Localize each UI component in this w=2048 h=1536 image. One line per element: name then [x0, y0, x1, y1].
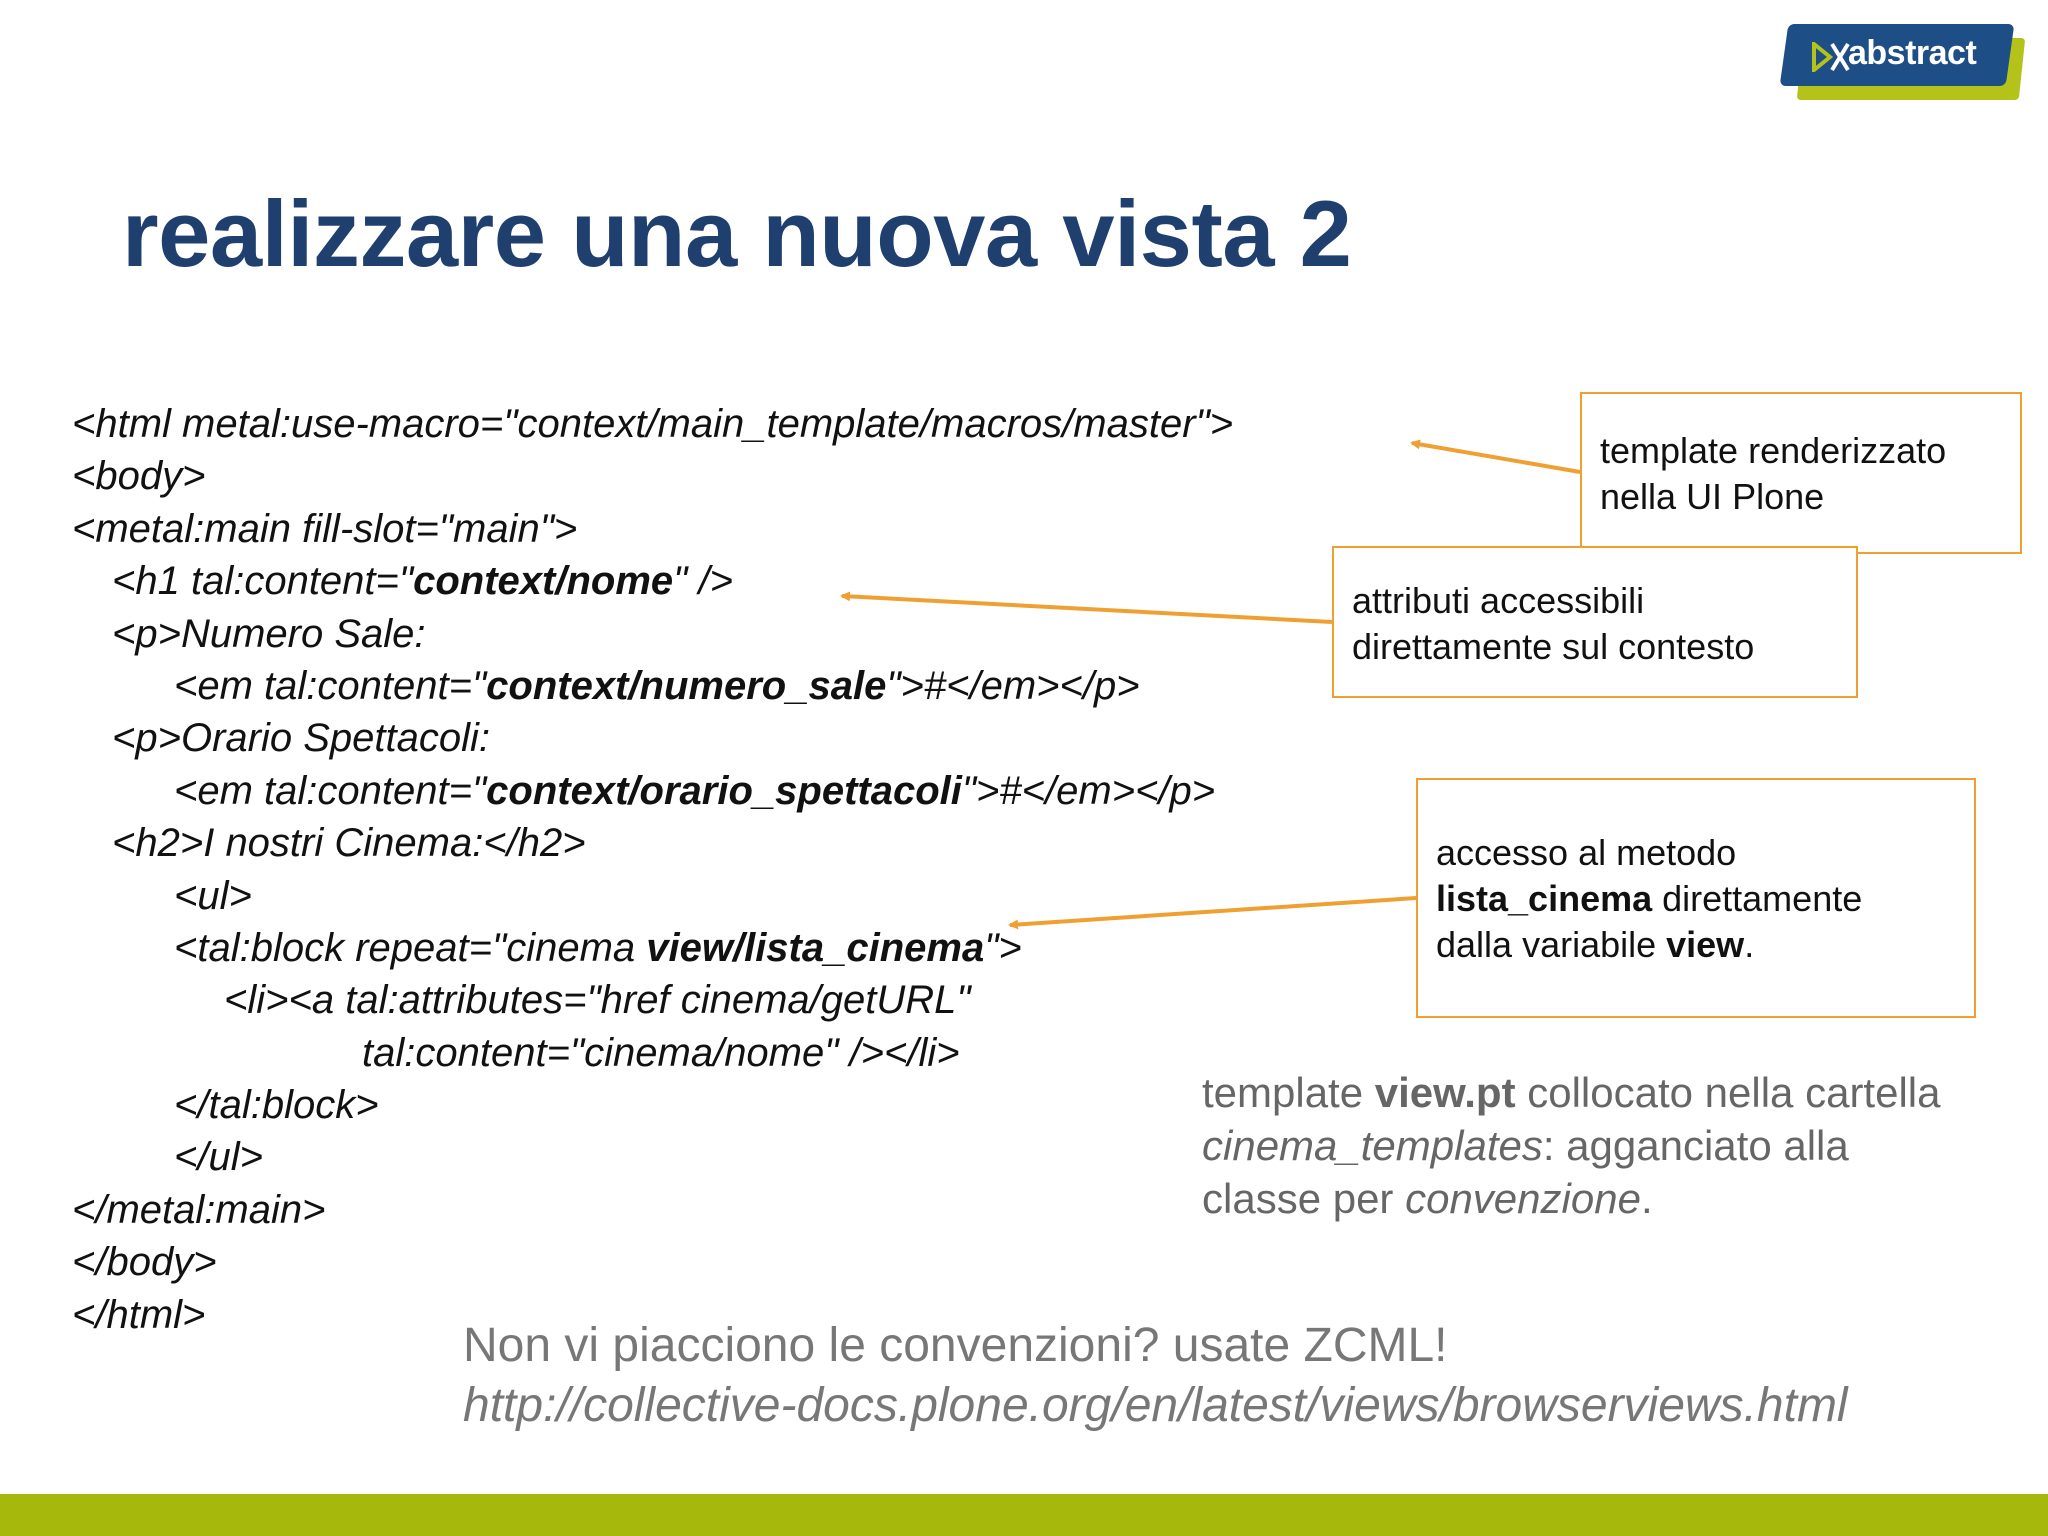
callout-text: accesso al metodo	[1436, 832, 1737, 873]
note-text: .	[1640, 1175, 1653, 1222]
logo-wordmark: abstract	[1848, 34, 1977, 72]
code-text: </html>	[72, 1292, 206, 1337]
code-text: <h1 tal:content="	[112, 559, 414, 604]
note-line	[1202, 1119, 1940, 1172]
code-text: <p>Numero Sale:	[112, 611, 426, 656]
code-text: tal:content="cinema/nome" /></li>	[362, 1030, 960, 1075]
callout-bold: lista_cinema	[1436, 878, 1653, 919]
note-italic: cinema_templates	[1202, 1122, 1543, 1169]
code-text: ">#</em></p>	[961, 768, 1216, 813]
callout-text: direttamente	[1652, 878, 1863, 919]
note-line	[1202, 1066, 1940, 1119]
footer-line: Non vi piacciono le convenzioni? usate ZCML!	[463, 1319, 1448, 1372]
code-text: " />	[673, 559, 733, 604]
code-text: </body>	[72, 1240, 217, 1285]
code-text: ">#</em></p>	[886, 663, 1140, 708]
slide-title: realizzare una nuova vista 2	[122, 181, 1352, 286]
code-text: <h2>I nostri Cinema:</h2>	[112, 821, 586, 866]
callout-text: nella UI Plone	[1600, 476, 1825, 517]
code-text: <p>Orario Spettacoli:	[112, 716, 490, 761]
arrow-to-html-tag	[1412, 443, 1580, 472]
callout-text: .	[1744, 924, 1755, 965]
callout-text: dalla variabile	[1436, 924, 1667, 965]
code-text: <em tal:content="	[174, 663, 487, 708]
code-text: <ul>	[174, 873, 252, 918]
callout-text: attributi accessibili	[1352, 580, 1645, 621]
code-text: <html metal:use-macro="context/main_template/macros/master">	[72, 402, 1234, 446]
code-highlight: context/nome	[413, 559, 674, 604]
callout-text: direttamente sul contesto	[1352, 626, 1755, 667]
footer-bar	[0, 1494, 2048, 1536]
code-text: <tal:block repeat="cinema	[174, 925, 647, 970]
code-highlight: view/lista_cinema	[646, 925, 985, 970]
code-text: <body>	[72, 454, 206, 499]
code-text: ">	[984, 925, 1022, 970]
code-text: <li><a tal:attributes="href cinema/getURL"	[224, 978, 971, 1023]
template-note	[1202, 1066, 1940, 1225]
code-highlight: context/numero_sale	[486, 663, 887, 708]
note-text: template	[1202, 1069, 1375, 1116]
footer-url: http://collective-docs.plone.org/en/latest/views/browserviews.html	[463, 1379, 1848, 1432]
callout-text: template renderizzato	[1600, 430, 1947, 471]
footer-note	[463, 1316, 1848, 1436]
arrow-to-h1-tag	[842, 596, 1332, 622]
note-line	[1202, 1172, 1940, 1225]
code-highlight: context/orario_spettacoli	[486, 768, 962, 813]
code-text: <metal:main fill-slot="main">	[72, 506, 578, 551]
note-bold: view.pt	[1374, 1069, 1516, 1116]
callout-bold: view	[1666, 924, 1745, 965]
code-text: </tal:block>	[174, 1083, 379, 1128]
arrow-to-repeat-block	[1010, 898, 1416, 925]
note-text: collocato nella cartella	[1515, 1069, 1941, 1116]
note-italic: convenzione	[1405, 1175, 1641, 1222]
note-text: : agganciato alla	[1542, 1122, 1849, 1169]
code-text: <em tal:content="	[174, 768, 487, 813]
code-text: </metal:main>	[72, 1187, 326, 1232]
code-text: </ul>	[174, 1135, 263, 1180]
note-text: classe per	[1202, 1175, 1406, 1222]
